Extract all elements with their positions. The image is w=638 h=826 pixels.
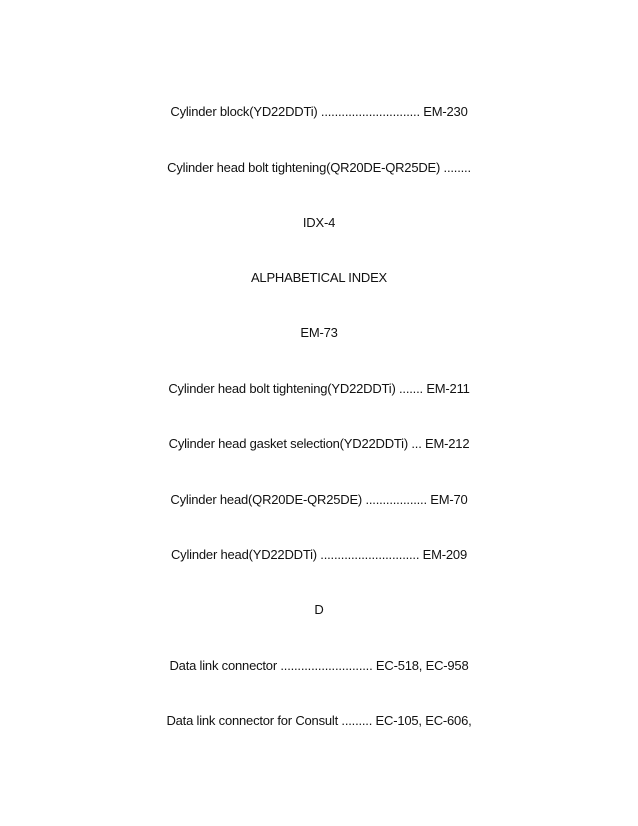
index-entry-cylinder-head-bolt-tightening-qr: Cylinder head bolt tightening(QR20DE-QR25DE) ........ [167,160,471,175]
index-entry-cylinder-head-gasket-selection: Cylinder head gasket selection(YD22DDTi) ... EM-212 [168,436,470,451]
index-entry-cylinder-head-bolt-tightening-yd: Cylinder head bolt tightening(YD22DDTi) ....... EM-211 [168,381,470,396]
index-heading: ALPHABETICAL INDEX [250,270,388,285]
index-entry-cylinder-head-yd: Cylinder head(YD22DDTi) ............................. EM-209 [170,547,467,562]
page-number-label: IDX-4 [302,215,336,230]
index-entry-data-link-connector: Data link connector ........................... EC-518, EC-958 [169,658,469,673]
index-entry-cylinder-head-qr: Cylinder head(QR20DE-QR25DE) .................. EM-70 [170,492,468,507]
index-entry-data-link-connector-consult: Data link connector for Consult ......... EC-105, EC-606, [166,713,472,728]
index-entry-cylinder-block-yd22ddti: Cylinder block(YD22DDTi) ............................. EM-230 [170,104,468,119]
section-letter: D [314,602,324,617]
page-reference: EM-73 [300,325,338,340]
